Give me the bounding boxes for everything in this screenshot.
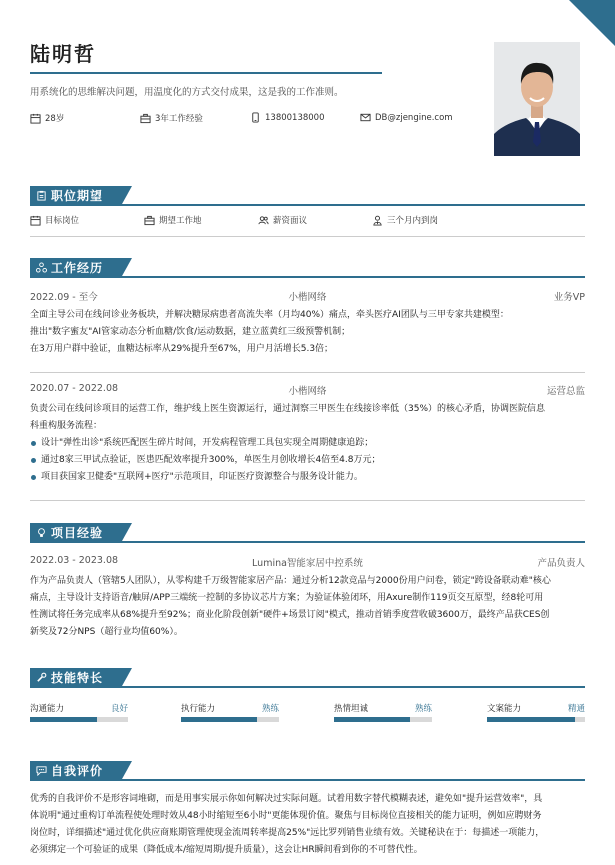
work-entry-bullet: 设计"弹性出诊"系统匹配医生碎片时间，开发病程管理工具包实现全周期健康追踪； (30, 435, 585, 452)
intent-salary (258, 214, 307, 226)
work-divider (30, 372, 585, 373)
skill-level: 精通 (567, 704, 585, 714)
skill-bar (487, 717, 585, 722)
section-self (30, 761, 585, 783)
experience-item (140, 112, 203, 124)
phone-icon (250, 112, 261, 123)
age-item (30, 112, 64, 124)
skill-bar (30, 717, 128, 722)
work-entry (30, 383, 585, 486)
skill-bar (181, 717, 279, 722)
project-entry-body (30, 573, 585, 641)
section-skills-line (30, 686, 585, 688)
phone-text: 13800138000 (265, 112, 325, 123)
email-text: DB@zjengine.com (375, 112, 453, 123)
skills-row (30, 702, 585, 726)
section-intent (30, 186, 585, 208)
briefcase-icon (140, 113, 151, 124)
skill-item (334, 702, 432, 726)
contact-row (30, 112, 490, 126)
calendar-icon (30, 113, 41, 124)
project-entry-company: Lumina智能家居中控系统 (252, 558, 363, 569)
work-entry-role: 业务VP (553, 292, 585, 303)
skill-level: 熟练 (261, 704, 279, 714)
section-project-notch (122, 523, 132, 541)
section-project-title: 项目经验 (51, 525, 104, 540)
section-skills-notch (122, 668, 132, 686)
skill-level: 熟练 (414, 704, 432, 714)
wrench-icon (36, 672, 47, 683)
section-skills (30, 668, 585, 690)
project-entry-role: 产品负责人 (537, 558, 585, 569)
calendar-icon (30, 215, 41, 226)
work-entry (30, 289, 585, 358)
work-entry-bullet: 项目获国家卫健委"互联网+医疗"示范项目，印证医疗资源整合与服务设计能力。 (30, 469, 585, 486)
section-work-line (30, 276, 585, 278)
work-entry-body (30, 401, 585, 486)
skill-bar-fill (334, 717, 410, 722)
age-text: 28岁 (45, 114, 65, 124)
work-entry-line: 负责公司在线问诊项目的运营工作，维护线上医生资源运行，通过洞察三甲医生在线接诊率低（35%）的核心矛盾，协调医院信息 (30, 404, 546, 414)
email-icon (360, 112, 371, 123)
skill-item (487, 702, 585, 726)
section-project-line (30, 541, 585, 543)
skill-item (30, 702, 128, 726)
work-entry-bullet: 通过8家三甲试点验证，医患匹配效率提升300%，单医生月创收增长4倍至4.8万元； (30, 452, 585, 469)
skill-bar-fill (30, 717, 97, 722)
self-eval (30, 791, 585, 859)
section-skills-title: 技能特长 (51, 670, 104, 685)
self-eval-line: 体说明"通过重构订单流程使处理时效从48小时缩短至6小时"更能体现价值。聚焦与目标岗位直接相关的能力证明，例如应聘财务 (30, 811, 542, 821)
skill-level: 良好 (110, 704, 128, 714)
skill-name: 沟通能力 (30, 704, 65, 714)
section-work-tab (30, 258, 122, 276)
work-entry-line: 在3万用户群中验证，血糖达标率从29%提升至67%，用户月活增长5.3倍； (30, 344, 334, 354)
users-icon (258, 215, 269, 226)
section-self-line (30, 779, 585, 781)
section-intent-notch (122, 186, 132, 204)
resume-header (30, 40, 480, 124)
work-divider (30, 500, 585, 501)
lightbulb-icon (36, 527, 47, 538)
skill-name: 执行能力 (181, 704, 216, 714)
work-entry-head (30, 383, 585, 397)
section-self-tab (30, 761, 122, 779)
project-entry-line: 新奖及72分NPS（超行业均值60%）。 (30, 627, 183, 637)
project-entry-line: 作为产品负责人（管辖5人团队），从零构建千万级智能家居产品：通过分析12款竞品与2000份用户问卷，锁定"跨设备联动难"核心 (30, 576, 551, 586)
work-entry-line: 推出"数字蜜友"AI管家动态分析血糖/饮食/运动数据，建立蓝黄红三级预警机制； (30, 327, 351, 337)
work-entry-date: 2022.09 - 至今 (30, 292, 98, 303)
intent-position (30, 214, 79, 226)
tagline: 用系统化的思维解决问题，用温度化的方式交付成果，这是我的工作准则。 (30, 87, 344, 98)
intent-location (144, 214, 202, 226)
section-intent-title: 职位期望 (51, 188, 104, 203)
skill-name: 文案能力 (487, 704, 522, 714)
phone-item (250, 112, 325, 123)
intent-location-text: 期望工作地 (159, 216, 202, 226)
project-entry-line: 性测试将任务完成率从68%提升至92%；商业化阶段创新"硬件+场景订阅"模式，推动首销季度营收破3600万，最终产品获CES创 (30, 610, 550, 620)
work-entry-date: 2020.07 - 2022.08 (30, 383, 119, 394)
intent-salary-text: 薪资面议 (273, 216, 308, 226)
self-eval-body (30, 791, 585, 859)
work-entry-line: 科重构服务流程： (30, 421, 103, 431)
work-entry-company: 小楷网络 (288, 292, 327, 303)
work-entry-line: 全面主导公司在线问诊业务板块，并解决糖尿病患者高流失率（月均40%）痛点，牵头医疗AI团队与三甲专家共建模型： (30, 310, 509, 320)
section-project-tab (30, 523, 122, 541)
self-eval-line: 岗位时，详细描述"通过优化供应商账期管理使现金流周转率提高25%"远比罗列销售业绩有效。关键秘诀在于：每描述一项能力， (30, 828, 545, 838)
skill-bar-fill (487, 717, 575, 722)
section-intent-line (30, 204, 585, 206)
intent-availability (372, 214, 438, 226)
intent-position-text: 目标岗位 (45, 216, 80, 226)
work-entry-head (30, 289, 585, 303)
network-icon (36, 262, 47, 273)
chat-icon (36, 765, 47, 776)
project-entry-line: 痛点，主导设计支持语音/触屏/APP三端统一控制的多协议芯片方案；为验证体验闭环，用Axure制作119页交互原型，经8轮可用 (30, 593, 544, 603)
clipboard-icon (36, 190, 47, 201)
skill-name: 热情坦诚 (334, 704, 369, 714)
user-badge-icon (372, 215, 383, 226)
self-eval-line: 优秀的自我评价不是形容词堆砌，而是用事实展示你如何解决过实际问题。试着用数字替代模糊表述，避免如"提升运营效率"，具 (30, 794, 543, 804)
work-entry-company: 小楷网络 (288, 386, 327, 397)
section-work-notch (122, 258, 132, 276)
intent-divider (30, 236, 585, 237)
intent-row (30, 214, 585, 228)
section-self-title: 自我评价 (51, 763, 104, 778)
section-intent-tab (30, 186, 122, 204)
project-entry-date: 2022.03 - 2023.08 (30, 555, 119, 566)
section-work-title: 工作经历 (51, 260, 104, 275)
intent-availability-text: 三个月内到岗 (387, 216, 439, 226)
candidate-name: 陆明哲 (30, 42, 96, 66)
corner-decoration (569, 0, 615, 46)
section-skills-tab (30, 668, 122, 686)
skill-bar-fill (181, 717, 257, 722)
section-work (30, 258, 585, 280)
email-item (360, 112, 453, 123)
project-entry-head (30, 555, 585, 569)
work-entry-body (30, 307, 585, 358)
work-entry-role: 运营总监 (546, 386, 585, 397)
name-underline (30, 72, 382, 74)
experience-text: 3年工作经验 (155, 114, 203, 124)
briefcase-icon (144, 215, 155, 226)
profile-photo (494, 42, 580, 156)
skill-item (181, 702, 279, 726)
project-entry (30, 555, 585, 641)
skill-bar (334, 717, 432, 722)
section-self-notch (122, 761, 132, 779)
self-eval-line: 必须绑定一个可验证的成果（降低成本/缩短周期/提升质量），这会让HR瞬间看到你的不可替代性。 (30, 845, 423, 855)
section-project (30, 523, 585, 545)
